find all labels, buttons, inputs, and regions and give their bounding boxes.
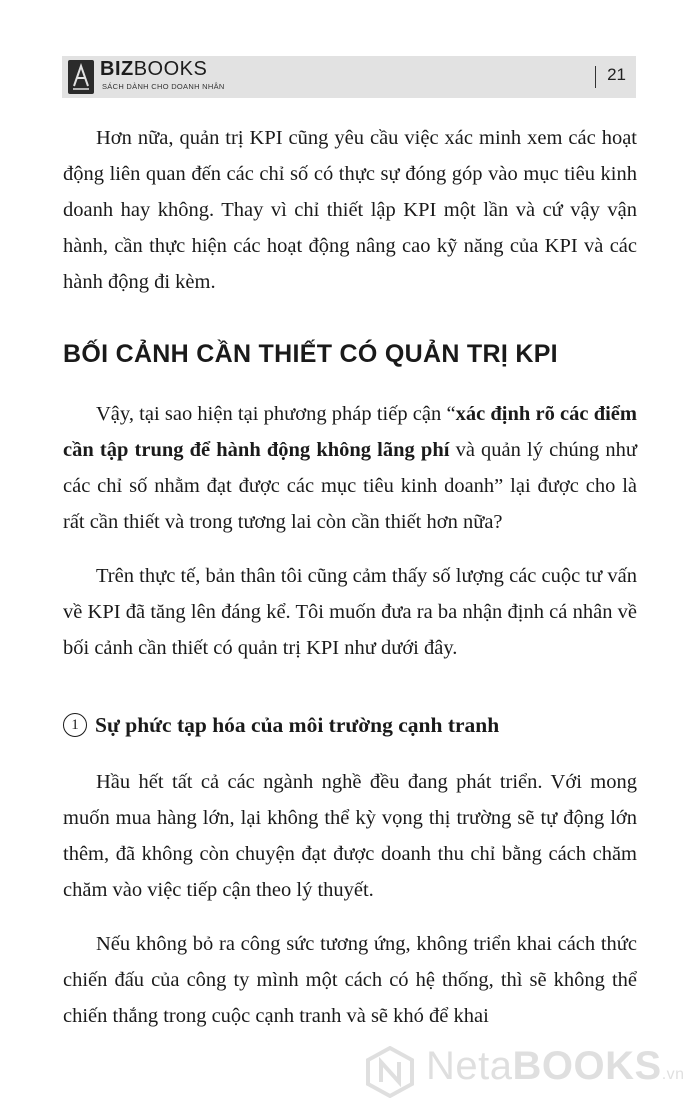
brand-bold: BIZ: [100, 58, 134, 80]
watermark-text-bold: BOOKS: [512, 1044, 662, 1088]
paragraph-1: Hơn nữa, quản trị KPI cũng yêu cầu việc xác minh xem các hoạt động liên quan đến các chỉ số có thực sự đóng góp vào mục tiêu kinh doanh hay không. Thay vì chỉ thiết lập KPI một lần và cứ vậy vận hành, cần thực hiện các hoạt động nâng cao kỹ năng của KPI và các hành động đi kèm.: [63, 127, 637, 293]
netabooks-watermark: [364, 1040, 700, 1100]
paragraph-2-start: Vậy, tại sao hiện tại phương pháp tiếp cận “: [96, 403, 456, 425]
watermark-text-light: Neta: [426, 1044, 513, 1088]
paragraph-5: Nếu không bỏ ra công sức tương ứng, không triển khai cách thức chiến đấu của công ty mình một cách có hệ thống, thì sẽ không thể chiến thắng trong cuộc cạnh tranh và sẽ khó để khai: [63, 933, 637, 1027]
subheading-title: Sự phức tạp hóa của môi trường cạnh tranh: [95, 713, 500, 737]
subheading: [63, 710, 637, 740]
paragraph-2-end: và quản lý chúng như các chỉ số nhằm đạt được các mục tiêu kinh doanh” lại được cho là rất cần thiết và trong tương lai còn cần thiết hơn nữa?: [63, 439, 637, 533]
page-number: 21: [607, 65, 626, 84]
circled-number: 1: [63, 713, 87, 737]
header-divider: [595, 66, 596, 88]
paragraph-2-bold: xác định rõ các điểm cần tập trung để hành động không lãng phí: [63, 403, 637, 461]
watermark-text: [426, 1044, 685, 1089]
bizbooks-logo-icon: [68, 60, 94, 94]
page-content: [63, 120, 637, 1052]
paragraph-3: Trên thực tế, bản thân tôi cũng cảm thấy số lượng các cuộc tư vấn về KPI đã tăng lên đáng kể. Tôi muốn đưa ra ba nhận định cá nhân về bối cảnh cần thiết có quản trị KPI như dưới đây.: [63, 565, 637, 659]
watermark-suffix: .vn: [661, 1066, 685, 1083]
paragraph-2: [63, 396, 637, 540]
paragraph-4: Hầu hết tất cả các ngành nghề đều đang phát triển. Với mong muốn mua hàng lớn, lại không thể kỳ vọng thị trường sẽ tự động lớn thêm, đã không còn chuyện đạt được doanh thu chỉ bằng cách chăm chăm vào việc tiếp cận theo lý thuyết.: [63, 771, 637, 901]
section-heading: BỐI CẢNH CẦN THIẾT CÓ QUẢN TRỊ KPI: [63, 340, 558, 368]
brand-name: [100, 58, 207, 81]
brand-tagline: SÁCH DÀNH CHO DOANH NHÂN: [102, 82, 225, 91]
brand-rest: BOOKS: [133, 58, 208, 80]
n-hexagon-icon: [364, 1046, 416, 1103]
page-header: [62, 56, 636, 98]
